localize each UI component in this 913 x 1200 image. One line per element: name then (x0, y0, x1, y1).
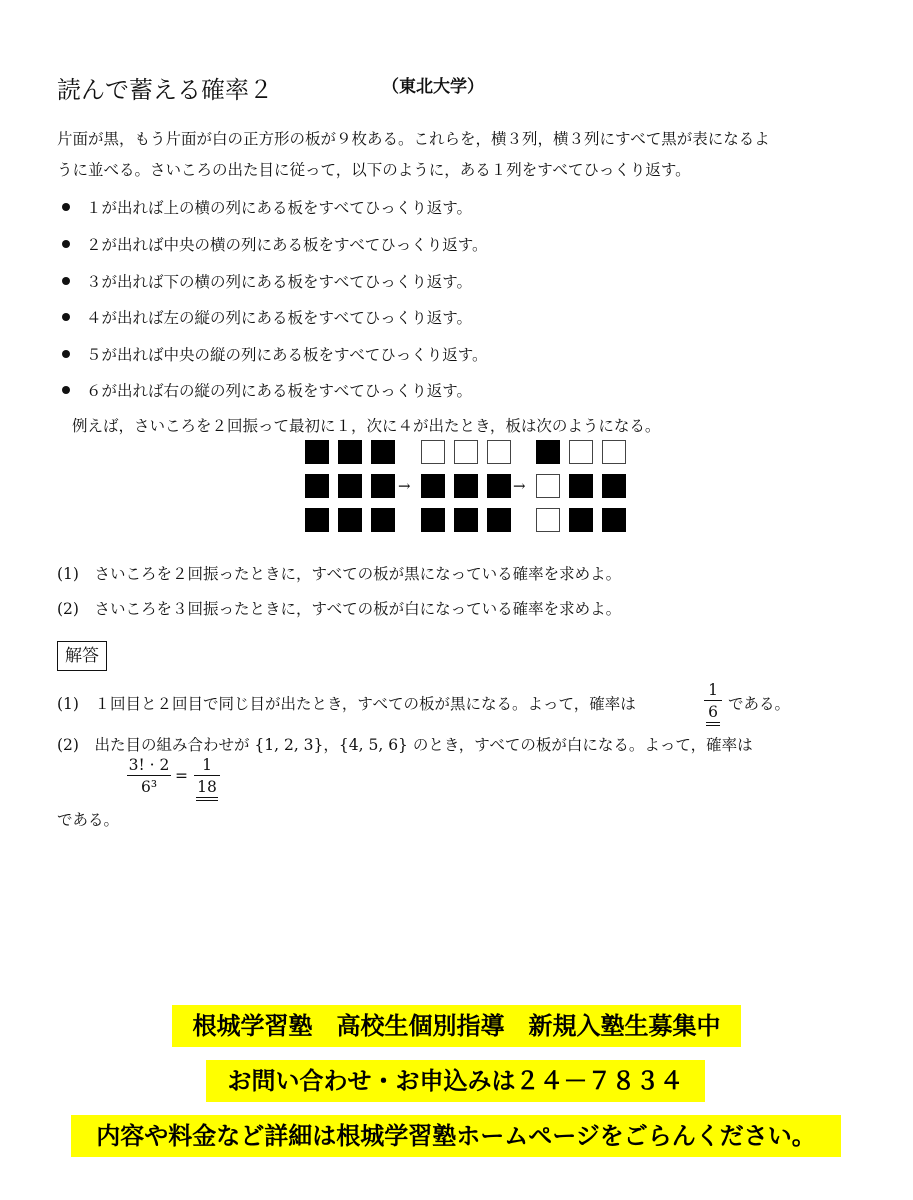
rule-item (62, 306, 472, 328)
board-2-cell-white (421, 440, 445, 464)
banner-line-2: お問い合わせ・お申込みは２４－７８３４ (206, 1060, 705, 1102)
rule-text: ３が出れば下の横の列にある板をすべてひっくり返す。 (86, 273, 472, 291)
board-2-cell-black (487, 474, 511, 498)
board-2-cell-black (421, 474, 445, 498)
board-diagram (305, 440, 635, 536)
board-3-cell-white (536, 508, 560, 532)
board-3-cell-black (569, 508, 593, 532)
answer-1-tail: である。 (728, 695, 791, 713)
rule-item (62, 379, 472, 401)
rule-text: ２が出れば中央の横の列にある板をすべてひっくり返す。 (86, 236, 488, 254)
fraction-denominator: 6³ (140, 778, 158, 796)
rule-text: １が出れば上の横の列にある板をすべてひっくり返す。 (86, 199, 472, 217)
arrow-icon: → (513, 477, 526, 495)
board-3-cell-black (569, 474, 593, 498)
bullet-icon (62, 350, 70, 358)
board-3-cell-black (536, 440, 560, 464)
bullet-icon (62, 313, 70, 321)
question-2: (2) さいころを３回振ったときに，すべての板が白になっている確率を求めよ。 (57, 600, 622, 618)
board-2-cell-black (421, 508, 445, 532)
fraction-numerator: 3! · 2 (128, 756, 170, 774)
answer-label: 解答 (57, 641, 107, 671)
answer-2-lhs-fraction (127, 756, 171, 796)
rule-text: ４が出れば左の縦の列にある板をすべてひっくり返す。 (86, 309, 472, 327)
board-2-cell-black (487, 508, 511, 532)
intro-line-1: 片面が黒，もう片面が白の正方形の板が９枚ある。これらを，横３列，横３列にすべて黒が表になるよ (57, 130, 770, 148)
answer-2-tail: である。 (57, 811, 120, 829)
intro-line-2: うに並べる。さいころの出た目に従って，以下のように，ある１列をすべてひっくり返す。 (57, 161, 691, 179)
board-1-cell-black (371, 508, 395, 532)
rule-text: ６が出れば右の縦の列にある板をすべてひっくり返す。 (86, 382, 472, 400)
board-3-cell-white (569, 440, 593, 464)
rule-item (62, 343, 487, 365)
board-3-cell-black (602, 508, 626, 532)
double-underline (706, 722, 720, 726)
fraction-denominator: 6 (708, 703, 718, 721)
rule-text: ５が出れば中央の縦の列にある板をすべてひっくり返す。 (86, 346, 488, 364)
answer-2-rhs-fraction (194, 756, 220, 801)
answer-1-fraction (704, 681, 722, 726)
banner-line-3: 内容や料金など詳細は根城学習塾ホームページをごらんください。 (71, 1115, 841, 1157)
board-3-cell-white (536, 474, 560, 498)
arrow-icon: → (398, 477, 411, 495)
fraction-denominator: 18 (197, 778, 217, 796)
bullet-icon (62, 203, 70, 211)
banner-line-1: 根城学習塾 高校生個別指導 新規入塾生募集中 (172, 1005, 741, 1047)
board-1-cell-black (338, 508, 362, 532)
board-1-cell-black (371, 474, 395, 498)
answer-2-text: (2) 出た目の組み合わせが {1, 2, 3}，{4, 5, 6} のとき，すべての板が白になる。よって，確率は (57, 736, 753, 754)
board-1-cell-black (338, 440, 362, 464)
bullet-icon (62, 240, 70, 248)
question-1: (1) さいころを２回振ったときに，すべての板が黒になっている確率を求めよ。 (57, 565, 622, 583)
board-3-cell-black (602, 474, 626, 498)
fraction-numerator: 1 (202, 756, 212, 774)
board-2-cell-white (454, 440, 478, 464)
board-2-cell-black (454, 508, 478, 532)
board-3-cell-white (602, 440, 626, 464)
equals-sign: = (175, 767, 188, 785)
fraction-numerator: 1 (708, 681, 718, 699)
source-label: （東北大学） (382, 77, 484, 97)
board-1-cell-black (305, 508, 329, 532)
board-2-cell-white (487, 440, 511, 464)
board-1-cell-black (305, 474, 329, 498)
answer-1-text: (1) １回目と２回目で同じ目が出たとき，すべての板が黒になる。よって，確率は (57, 695, 636, 713)
double-underline (196, 797, 218, 801)
page-title: 読んで蓄える確率２ (57, 76, 273, 104)
example-text: 例えば，さいころを２回振って最初に１，次に４が出たとき，板は次のようになる。 (72, 417, 661, 435)
bullet-icon (62, 277, 70, 285)
rule-item (62, 270, 472, 292)
bullet-icon (62, 386, 70, 394)
board-1-cell-black (305, 440, 329, 464)
board-1-cell-black (338, 474, 362, 498)
rule-item (62, 233, 487, 255)
rule-item (62, 196, 472, 218)
board-2-cell-black (454, 474, 478, 498)
board-1-cell-black (371, 440, 395, 464)
